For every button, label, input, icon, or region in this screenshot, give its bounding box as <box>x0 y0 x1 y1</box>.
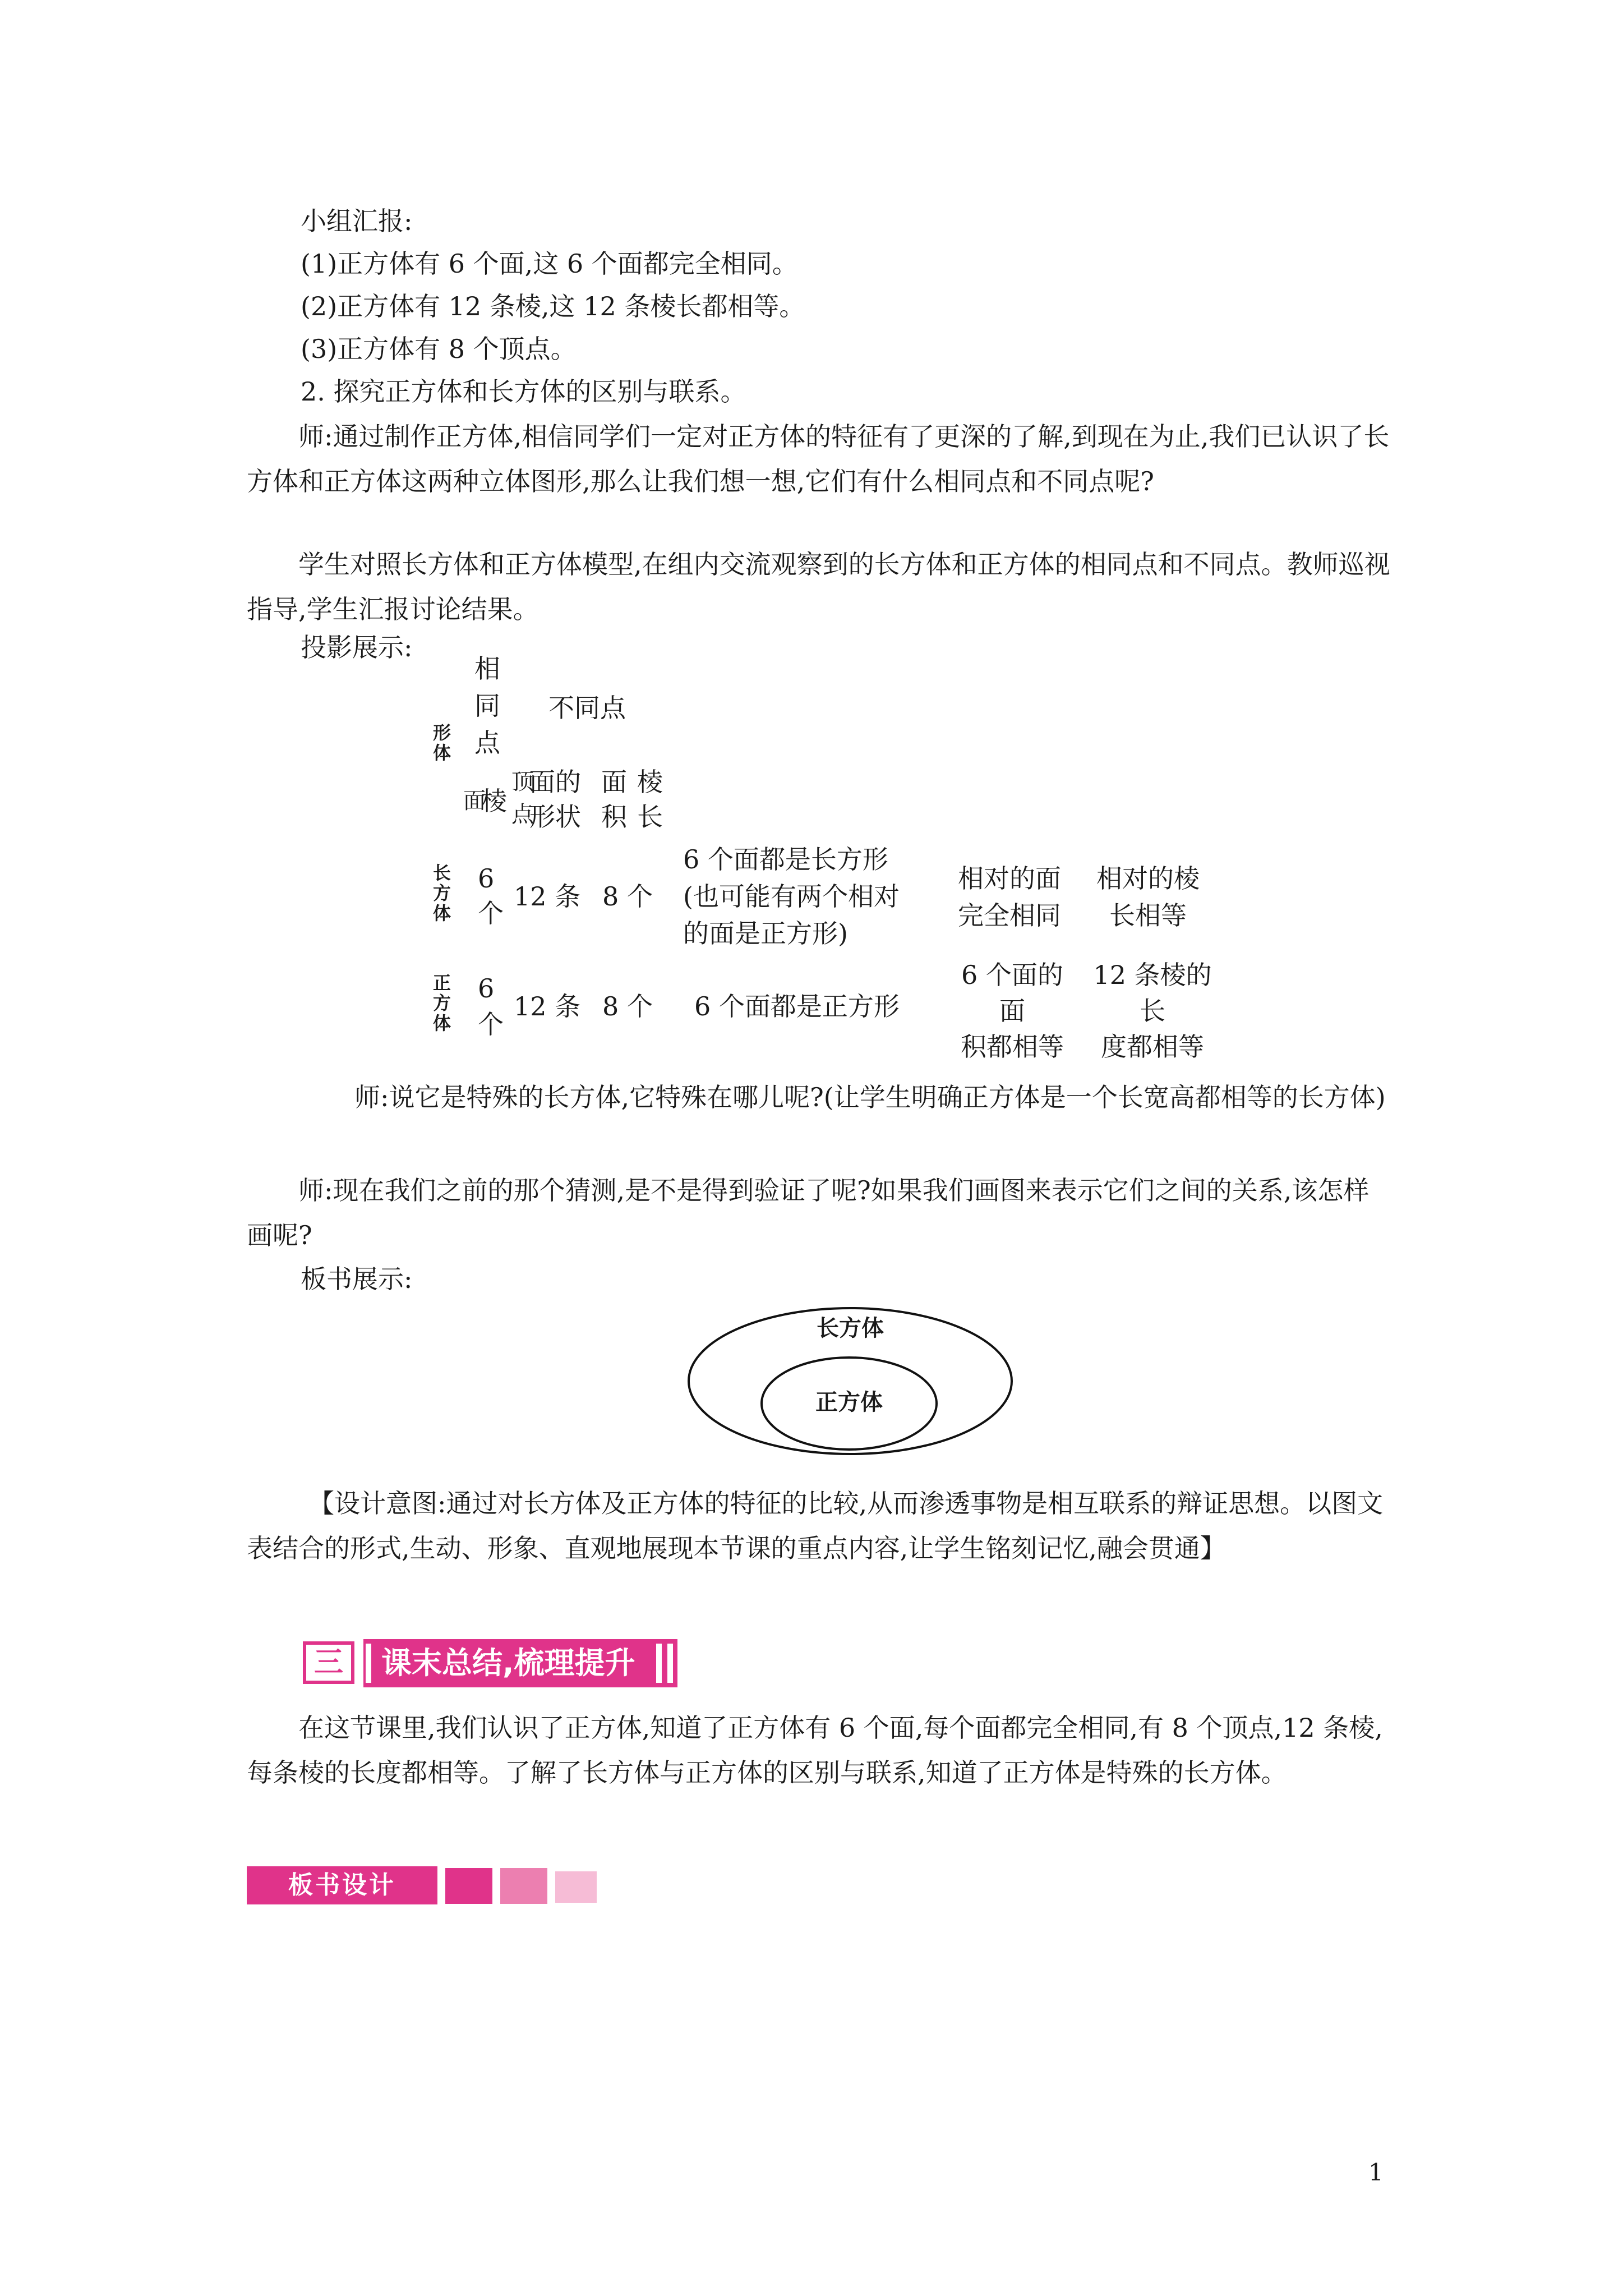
row-cuboid-edges: 12 条 <box>514 881 581 912</box>
same-header-1: 相 <box>474 654 500 684</box>
row-cube-vertices: 8 个 <box>602 991 653 1022</box>
row-cube-faces-2: 个 <box>478 1009 504 1039</box>
row-cube-length-1: 12 条棱的 <box>1093 960 1212 990</box>
banner-stripe <box>667 1644 673 1683</box>
summary-paragraph: 在这节课里,我们认识了正方体,知道了正方体有 6 个面,每个面都完全相同,有 8 个顶点,12 条棱,每条棱的长度都相等。了解了长方体与正方体的区别与联系,知道了正方体是特殊的长方体。 <box>247 1713 1383 1788</box>
same-header-2: 同 <box>474 691 500 721</box>
students-activity: 学生对照长方体和正方体模型,在组内交流观察到的长方体和正方体的相同点和不同点。教师巡视指导,学生汇报讨论结果。 <box>247 549 1390 624</box>
row-cuboid-length-2: 长相等 <box>1109 900 1187 931</box>
row-cuboid-shape-3: 的面是正方形) <box>683 918 848 949</box>
row-cuboid-faces-1: 6 <box>478 863 495 894</box>
report-item-1: (1)正方体有 6 个面,这 6 个面都完全相同。 <box>301 249 798 279</box>
subheader-vertex-2: 点 <box>511 802 534 827</box>
step-2-heading: 2. 探究正方体和长方体的区别与联系。 <box>301 376 746 407</box>
row-cuboid-vertices: 8 个 <box>602 881 653 912</box>
row-cube-length-3: 度都相等 <box>1101 1032 1204 1062</box>
decor-square <box>555 1871 597 1903</box>
report-item-3: (3)正方体有 8 个顶点。 <box>301 334 577 364</box>
row-cuboid-shape-2: (也可能有两个相对 <box>683 881 900 912</box>
table-corner-label: 形体 <box>433 722 451 763</box>
subheader-shape-2: 形状 <box>529 802 581 832</box>
board-design-header <box>247 1866 437 1904</box>
subheader-length-2: 长 <box>637 802 663 832</box>
report-item-2: (2)正方体有 12 条棱,这 12 条棱长都相等。 <box>301 291 805 321</box>
teacher-question-1: 师:通过制作正方体,相信同学们一定对正方体的特征有了更深的了解,到现在为止,我们已认识了长方体和正方体这两种立体图形,那么让我们想一想,它们有什么相同点和不同点呢? <box>247 421 1390 496</box>
same-header-3: 点 <box>474 728 500 758</box>
section-3-title: 课末总结,梳理提升 <box>381 1645 635 1681</box>
design-intent: 【设计意图:通过对长方体及正方体的特征的比较,从而渗透事物是相互联系的辩证思想。以图文表结合的形式,生动、形象、直观地展现本节课的重点内容,让学生铭刻记忆,融会贯通】 <box>247 1488 1384 1563</box>
row-cuboid-area-2: 完全相同 <box>958 900 1061 931</box>
row-cube-shape: 6 个面都是正方形 <box>694 991 900 1022</box>
subheader-area-2: 积 <box>601 802 627 832</box>
teacher-question-3: 师:现在我们之前的那个猜测,是不是得到验证了呢?如果我们画图来表示它们之间的关系,该怎样画呢? <box>247 1175 1370 1250</box>
row-cuboid-length-1: 相对的棱 <box>1096 863 1200 894</box>
projection-label: 投影展示: <box>301 632 413 662</box>
board-label: 板书展示: <box>301 1264 413 1294</box>
row-cube-area-1: 6 个面的 <box>961 960 1063 990</box>
report-heading: 小组汇报: <box>301 206 413 236</box>
teacher-question-2: 师:说它是特殊的长方体,它特殊在哪儿呢?(让学生明确正方体是一个长宽高都相等的长方体) <box>354 1082 1386 1112</box>
subheader-length-1: 棱 <box>637 767 663 797</box>
diff-header: 不同点 <box>548 693 626 723</box>
row-cuboid-area-1: 相对的面 <box>958 863 1061 894</box>
section-3-number: 三 <box>303 1641 354 1684</box>
banner-stripe <box>656 1644 662 1683</box>
row-cube-edges: 12 条 <box>514 991 581 1022</box>
subheader-edge: 棱 <box>481 786 507 816</box>
board-design-label: 板书设计 <box>288 1871 396 1899</box>
subheader-area-1: 面 <box>601 767 627 797</box>
decor-square <box>445 1868 492 1904</box>
subheader-shape-1: 面的 <box>529 767 581 797</box>
row-cube-area-2: 面 <box>999 996 1025 1026</box>
row-cuboid-name: 长方体 <box>433 862 451 924</box>
subheader-vertex-1: 顶 <box>511 769 534 795</box>
banner-stripe <box>366 1644 371 1683</box>
row-cuboid-shape-1: 6 个面都是长方形 <box>683 844 888 875</box>
row-cube-name: 正方体 <box>433 972 451 1034</box>
row-cube-area-3: 积都相等 <box>961 1032 1064 1062</box>
cuboid-cube-diagram <box>682 1303 1018 1460</box>
section-3-banner <box>303 1639 751 1687</box>
row-cube-length-2: 长 <box>1140 996 1165 1026</box>
outer-label: 长方体 <box>817 1315 884 1341</box>
subheader-face: 面 <box>463 788 486 814</box>
page-number: 1 <box>1368 2159 1384 2186</box>
row-cube-faces-1: 6 <box>478 973 495 1004</box>
inner-label: 正方体 <box>815 1389 883 1415</box>
decor-square <box>500 1868 547 1904</box>
row-cuboid-faces-2: 个 <box>478 898 504 928</box>
